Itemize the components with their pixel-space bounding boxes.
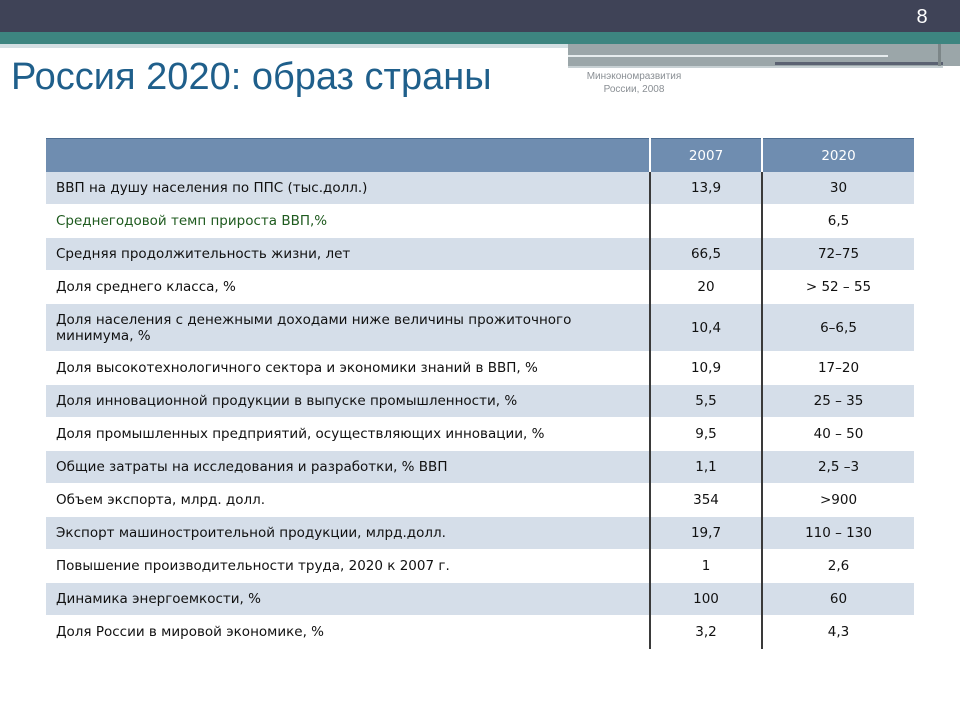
value-2020: 17–20	[762, 352, 914, 385]
value-2007: 5,5	[650, 385, 762, 418]
value-2020: 40 – 50	[762, 418, 914, 451]
value-2007: 100	[650, 583, 762, 616]
slide-number: 8	[916, 6, 928, 28]
value-2007: 3,2	[650, 616, 762, 649]
decor-bar-light	[0, 44, 568, 48]
table-row	[46, 550, 914, 583]
row-label: Повышение производительности труда, 2020 к 2007 г.	[46, 550, 650, 583]
header-label-cell	[46, 139, 650, 173]
value-2007: 13,9	[650, 172, 762, 205]
indicators-table	[46, 138, 914, 649]
decor-vertical-line	[938, 44, 941, 66]
table-row	[46, 172, 914, 205]
source-line-2: России, 2008	[603, 84, 665, 95]
value-2020: > 52 – 55	[762, 271, 914, 304]
table-row	[46, 304, 914, 352]
table-row	[46, 352, 914, 385]
slide-title: Россия 2020: образ страны	[11, 56, 492, 98]
row-label: Общие затраты на исследования и разработки, % ВВП	[46, 451, 650, 484]
value-2020: 2,6	[762, 550, 914, 583]
table-row	[46, 451, 914, 484]
source-line-1: Минэкономразвития	[586, 71, 682, 82]
table-row	[46, 583, 914, 616]
top-dark-bar	[0, 0, 960, 32]
value-2020: 72–75	[762, 238, 914, 271]
value-2007: 20	[650, 271, 762, 304]
value-2020: 30	[762, 172, 914, 205]
value-2020: 6,5	[762, 205, 914, 238]
value-2007: 1,1	[650, 451, 762, 484]
value-2020: 6–6,5	[762, 304, 914, 352]
value-2020: 60	[762, 583, 914, 616]
value-2020: 4,3	[762, 616, 914, 649]
table-header-row	[46, 139, 914, 173]
table-row	[46, 616, 914, 649]
value-2020: 110 – 130	[762, 517, 914, 550]
row-label: Доля инновационной продукции в выпуске промышленности, %	[46, 385, 650, 418]
table-row	[46, 205, 914, 238]
source-note	[580, 70, 688, 96]
value-2007: 10,9	[650, 352, 762, 385]
value-2007: 10,4	[650, 304, 762, 352]
header-2020: 2020	[762, 139, 914, 173]
table-row	[46, 385, 914, 418]
row-label: Объем экспорта, млрд. долл.	[46, 484, 650, 517]
value-2020: 2,5 –3	[762, 451, 914, 484]
value-2007: 9,5	[650, 418, 762, 451]
decor-line	[568, 55, 888, 57]
row-label: Доля среднего класса, %	[46, 271, 650, 304]
value-2020: 25 – 35	[762, 385, 914, 418]
top-teal-bar	[0, 32, 960, 44]
value-2007	[650, 205, 762, 238]
header-2007: 2007	[650, 139, 762, 173]
value-2007: 354	[650, 484, 762, 517]
table-row	[46, 418, 914, 451]
value-2020: >900	[762, 484, 914, 517]
row-label: Экспорт машиностроительной продукции, млрд.долл.	[46, 517, 650, 550]
table-row	[46, 271, 914, 304]
row-label: Доля высокотехнологичного сектора и экономики знаний в ВВП, %	[46, 352, 650, 385]
value-2007: 1	[650, 550, 762, 583]
decor-line	[568, 66, 943, 68]
decor-line	[775, 62, 943, 65]
row-label: ВВП на душу населения по ППС (тыс.долл.)	[46, 172, 650, 205]
table-row	[46, 238, 914, 271]
row-label: Динамика энергоемкости, %	[46, 583, 650, 616]
table-row	[46, 484, 914, 517]
row-label: Среднегодовой темп прироста ВВП,%	[46, 205, 650, 238]
row-label: Средняя продолжительность жизни, лет	[46, 238, 650, 271]
table-row	[46, 517, 914, 550]
value-2007: 66,5	[650, 238, 762, 271]
row-label: Доля промышленных предприятий, осуществляющих инновации, %	[46, 418, 650, 451]
row-label: Доля России в мировой экономике, %	[46, 616, 650, 649]
row-label: Доля населения с денежными доходами ниже величины прожиточного минимума, %	[46, 304, 650, 352]
value-2007: 19,7	[650, 517, 762, 550]
